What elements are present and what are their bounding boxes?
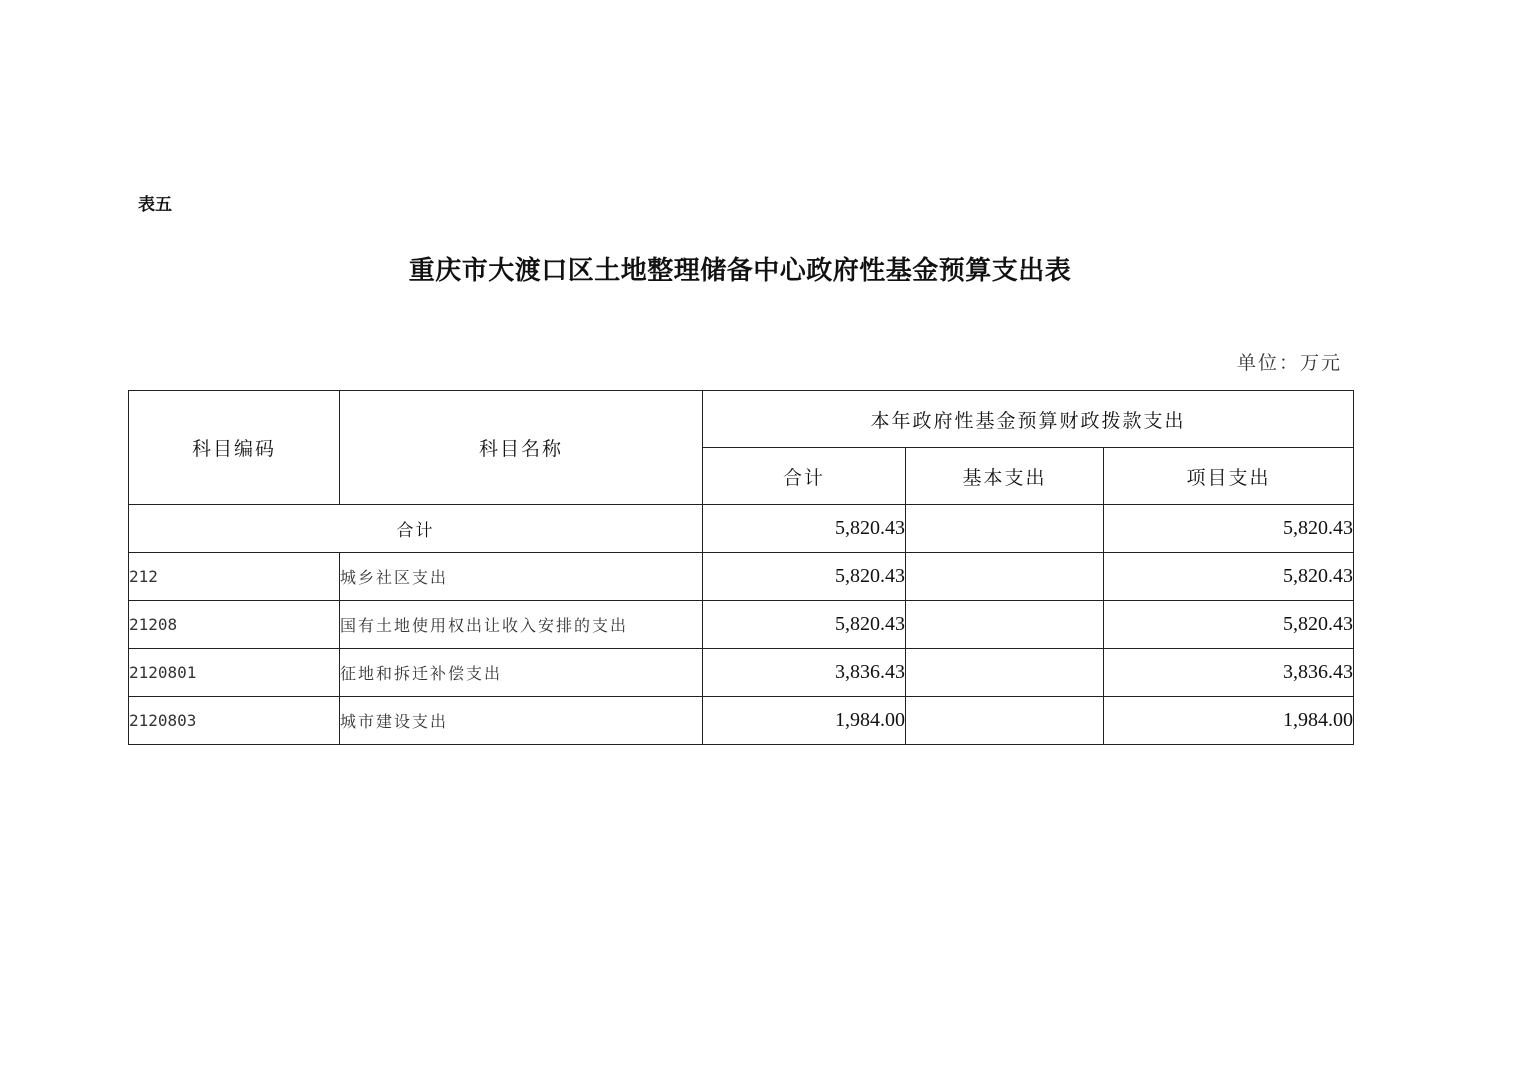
row-code: 2120801 <box>129 649 340 697</box>
table-row <box>129 697 1354 745</box>
header-total: 合计 <box>703 448 906 505</box>
header-project-expenditure: 项目支出 <box>1104 448 1354 505</box>
total-row-label: 合计 <box>129 505 703 553</box>
header-subject-name: 科目名称 <box>340 391 703 505</box>
row-code: 212 <box>129 553 340 601</box>
header-appropriation-group: 本年政府性基金预算财政拨款支出 <box>703 391 1354 448</box>
table-row <box>129 601 1354 649</box>
row-total: 5,820.43 <box>703 601 906 649</box>
row-name: 征地和拆迁补偿支出 <box>340 649 703 697</box>
total-row-total: 5,820.43 <box>703 505 906 553</box>
row-name: 城乡社区支出 <box>340 553 703 601</box>
row-total: 3,836.43 <box>703 649 906 697</box>
document-title: 重庆市大渡口区土地整理储备中心政府性基金预算支出表 <box>408 256 1072 286</box>
row-total: 1,984.00 <box>703 697 906 745</box>
budget-table <box>128 390 1354 745</box>
row-project: 3,836.43 <box>1104 649 1354 697</box>
row-project: 5,820.43 <box>1104 553 1354 601</box>
row-name: 国有土地使用权出让收入安排的支出 <box>340 601 703 649</box>
table-total-row <box>129 505 1354 553</box>
table-row <box>129 649 1354 697</box>
row-code: 2120803 <box>129 697 340 745</box>
header-basic-expenditure: 基本支出 <box>906 448 1104 505</box>
row-basic <box>906 553 1104 601</box>
row-basic <box>906 649 1104 697</box>
row-basic <box>906 601 1104 649</box>
row-project: 1,984.00 <box>1104 697 1354 745</box>
table-row <box>129 553 1354 601</box>
row-basic <box>906 697 1104 745</box>
row-name: 城市建设支出 <box>340 697 703 745</box>
header-subject-code: 科目编码 <box>129 391 340 505</box>
row-total: 5,820.43 <box>703 553 906 601</box>
table-number-label: 表五 <box>138 195 172 215</box>
total-row-basic <box>906 505 1104 553</box>
unit-label: 单位：万元 <box>1236 352 1342 374</box>
row-project: 5,820.43 <box>1104 601 1354 649</box>
total-row-project: 5,820.43 <box>1104 505 1354 553</box>
row-code: 21208 <box>129 601 340 649</box>
